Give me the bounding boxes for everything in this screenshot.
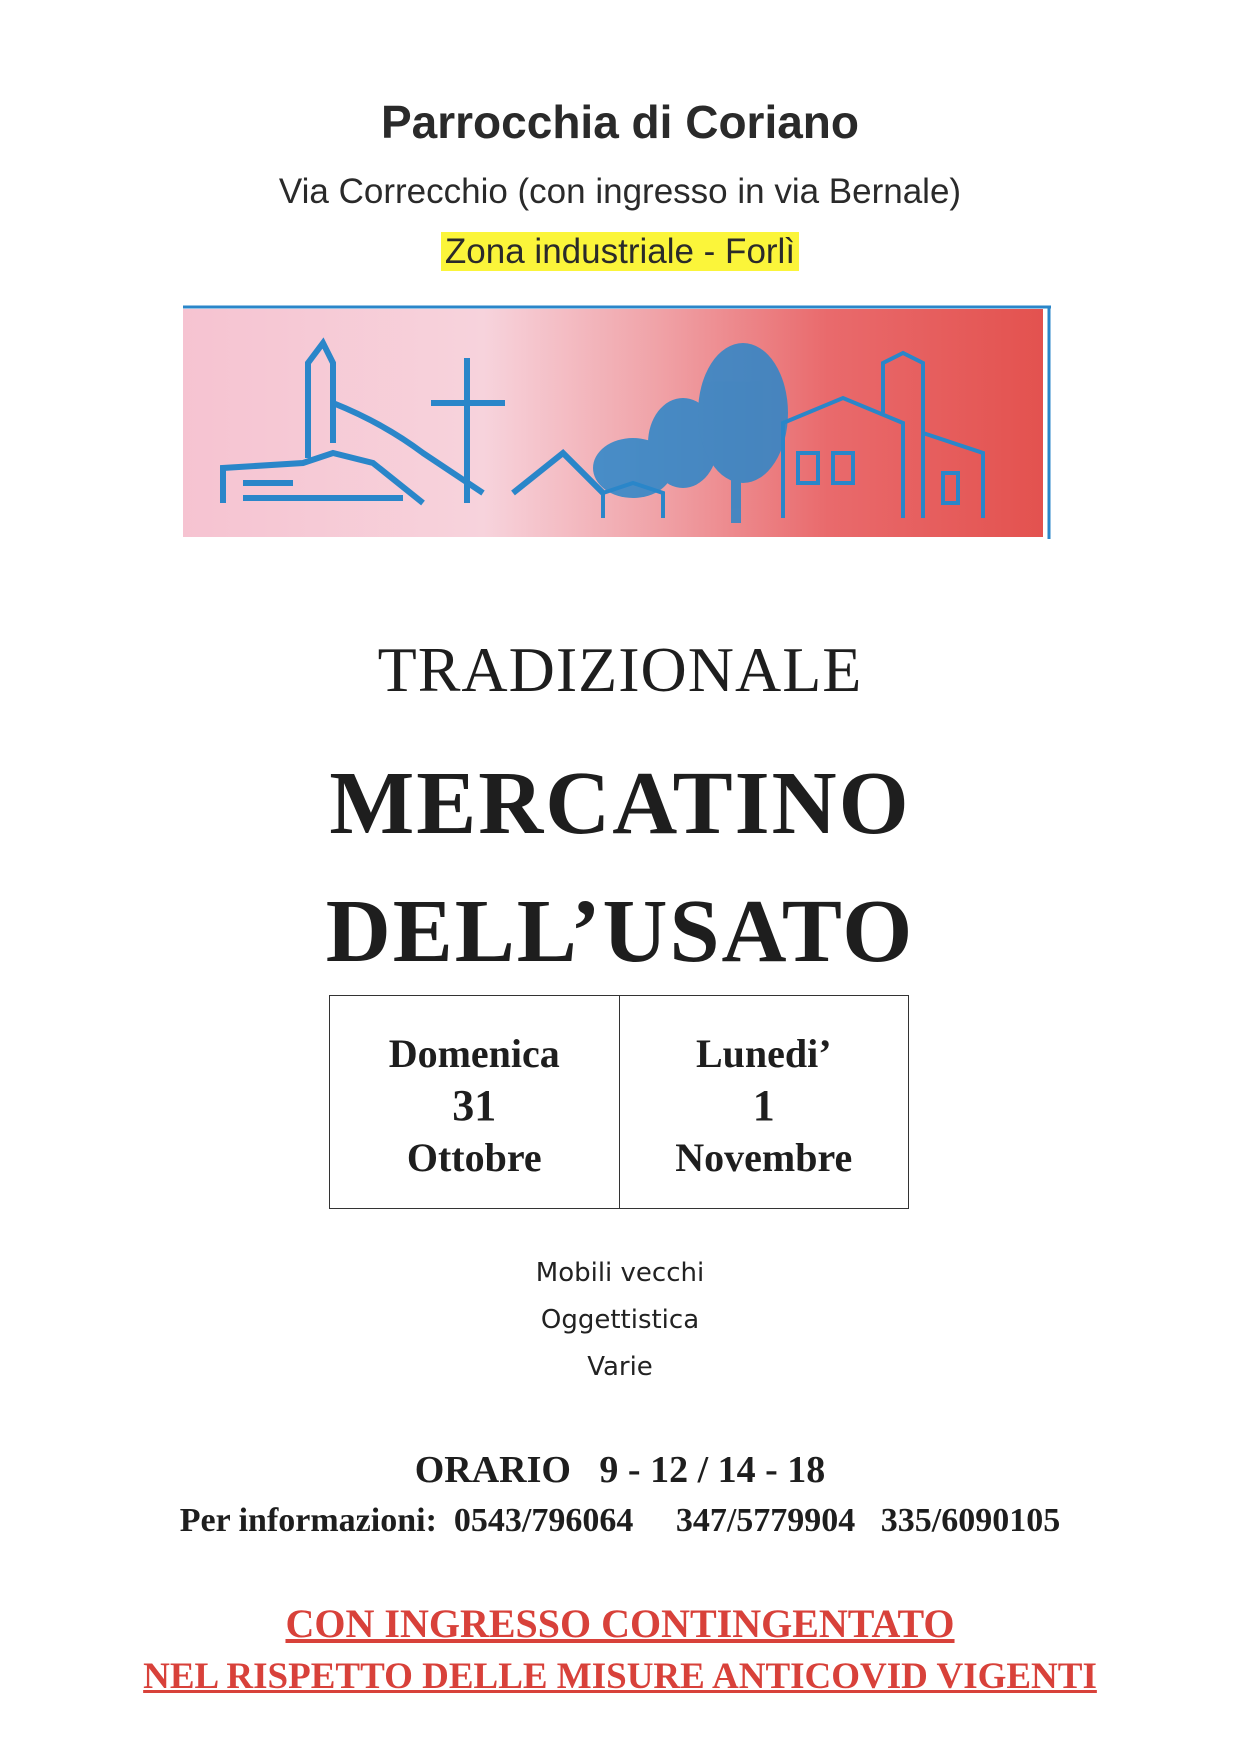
title-line-2: MERCATINO (329, 754, 911, 853)
date-day: 31 (452, 1081, 497, 1130)
banner-background (183, 309, 1043, 537)
contact-info: Per informazioni: 0543/796064 347/5779904 335/6090105 (179, 1502, 1061, 1539)
opening-hours: ORARIO 9 - 12 / 14 - 18 (414, 1449, 826, 1491)
date-month: Novembre (675, 1135, 853, 1180)
zone-highlight: Zona industriale - Forlì (441, 232, 799, 271)
list-item: Varie (587, 1352, 653, 1382)
date-weekday: Domenica (388, 1031, 560, 1076)
title-line-3: DELL’USATO (325, 882, 915, 981)
list-item: Oggettistica (540, 1305, 700, 1335)
parish-name: Parrocchia di Coriano (380, 96, 859, 148)
dates-table (329, 995, 909, 1209)
date-month: Ottobre (406, 1135, 542, 1180)
date-cell-monday (619, 996, 909, 1208)
notice-line-2: NEL RISPETTO DELLE MISURE ANTICOVID VIGENTI (143, 1656, 1097, 1697)
date-cell-sunday (330, 996, 619, 1208)
date-weekday: Lunedi’ (695, 1031, 832, 1076)
date-day: 1 (752, 1081, 775, 1130)
list-item: Mobili vecchi (535, 1258, 705, 1288)
title-line-1: TRADIZIONALE (377, 634, 863, 705)
notice-line-1: CON INGRESSO CONTINGENTATO (285, 1601, 955, 1646)
address-line: Via Correcchio (con ingresso in via Bernale) (278, 172, 962, 211)
zone-line (0, 232, 1240, 272)
church-landscape-illustration (183, 303, 1053, 543)
